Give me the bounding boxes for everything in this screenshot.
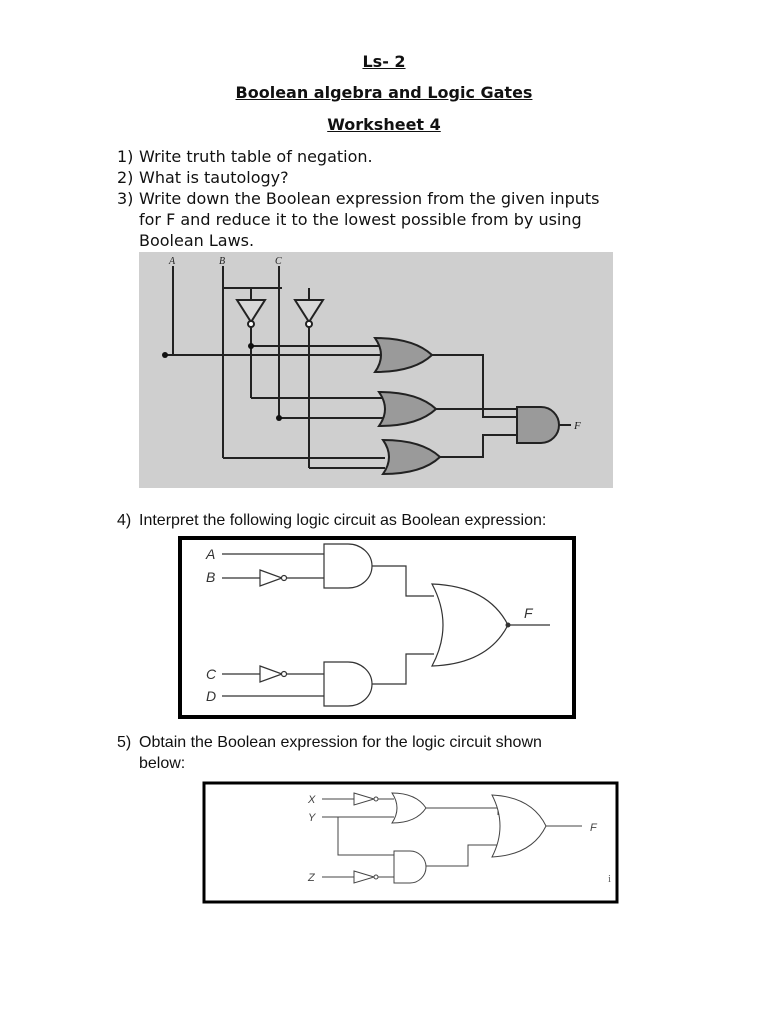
- and-gate-output: [517, 407, 559, 443]
- and-gate: [394, 851, 426, 883]
- circuit-3-input-z: Z: [308, 872, 315, 884]
- circuit-3-output-f: F: [590, 822, 597, 834]
- question-4: [117, 512, 546, 530]
- question-3-number: 3): [117, 189, 134, 208]
- question-2: [117, 167, 289, 188]
- circuit-2-frame: [180, 538, 574, 717]
- circuit-1-input-c: C: [275, 256, 282, 267]
- question-3-line-3: Boolean Laws.: [139, 231, 255, 250]
- circuit-2-input-b: B: [206, 569, 216, 585]
- and-gate-top: [324, 544, 372, 588]
- circuit-diagram-1: [139, 252, 613, 488]
- question-1-text: Write truth table of negation.: [139, 147, 373, 166]
- circuit-diagram-2: [178, 536, 578, 721]
- question-3-line-2: for F and reduce it to the lowest possible from by using: [139, 210, 582, 229]
- question-3: [117, 188, 600, 209]
- and-gate-bottom: [324, 662, 372, 706]
- circuit-2-input-a: A: [206, 546, 216, 562]
- question-5-text: Obtain the Boolean expression for the logic circuit shown: [139, 734, 542, 751]
- question-3-text: Write down the Boolean expression from the given inputs: [139, 189, 600, 208]
- question-1: [117, 146, 373, 167]
- question-2-text: What is tautology?: [139, 168, 289, 187]
- circuit-1-input-a: A: [169, 256, 176, 267]
- question-5-line-2: below:: [139, 755, 186, 772]
- question-4-number: 4): [117, 512, 132, 529]
- circuit-1-output-f: F: [574, 420, 581, 432]
- circuit-3-input-x: X: [308, 794, 316, 806]
- circuit-3-stray-mark: i: [608, 873, 612, 885]
- question-5: [117, 732, 542, 753]
- circuit-diagram-3: [202, 781, 620, 905]
- question-5-number: 5): [117, 734, 132, 751]
- circuit-3-input-y: Y: [308, 812, 316, 824]
- lesson-code: Ls- 2: [362, 52, 406, 71]
- circuit-1-input-b: B: [219, 256, 226, 267]
- question-1-number: 1): [117, 147, 134, 166]
- worksheet-title: Worksheet 4: [327, 115, 441, 134]
- circuit-2-output-f: F: [524, 605, 533, 621]
- circuit-2-input-c: C: [206, 666, 217, 682]
- page-title: Boolean algebra and Logic Gates: [235, 83, 533, 102]
- question-4-text: Interpret the following logic circuit as Boolean expression:: [139, 512, 547, 529]
- question-2-number: 2): [117, 168, 134, 187]
- circuit-2-input-d: D: [206, 688, 217, 704]
